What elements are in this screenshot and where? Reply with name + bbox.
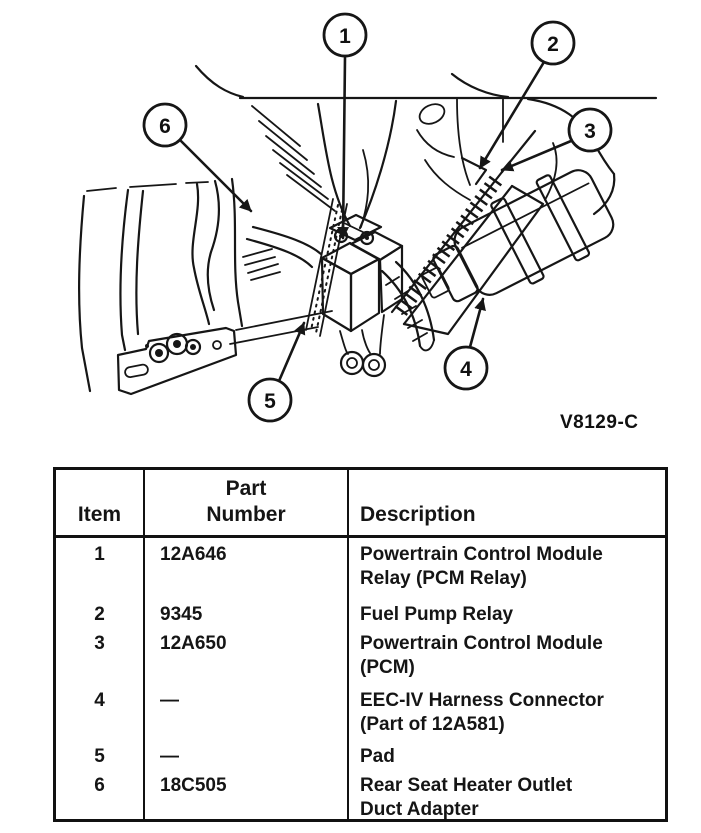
cell-part-number: — bbox=[143, 684, 347, 740]
table-row bbox=[56, 627, 665, 684]
callout-4-label: 4 bbox=[460, 358, 472, 381]
table-row bbox=[56, 598, 665, 627]
vehicle-line-art bbox=[196, 66, 656, 344]
callout-1 bbox=[324, 14, 366, 238]
cell-description: Powertrain Control Module (PCM) bbox=[347, 627, 665, 684]
cell-part-number: — bbox=[143, 740, 347, 769]
table-row bbox=[56, 740, 665, 769]
callout-5 bbox=[249, 323, 304, 421]
cell-item: 3 bbox=[94, 633, 105, 654]
callout-6-label: 6 bbox=[159, 115, 171, 138]
table-row bbox=[56, 684, 665, 740]
cell-description: Fuel Pump Relay bbox=[347, 598, 665, 627]
cell-part-number: 12A650 bbox=[143, 627, 347, 684]
header-part-number: Part Number bbox=[143, 470, 347, 535]
callout-5-label: 5 bbox=[264, 390, 276, 413]
cell-item: 1 bbox=[94, 544, 105, 565]
cell-item: 6 bbox=[94, 775, 105, 796]
parts-table-header bbox=[56, 470, 665, 538]
powertrain-control-module bbox=[392, 131, 556, 334]
cell-description: EEC-IV Harness Connector (Part of 12A581) bbox=[347, 684, 665, 740]
table-row bbox=[56, 769, 665, 822]
parts-table bbox=[53, 467, 668, 822]
callout-4 bbox=[445, 299, 487, 389]
callout-2-label: 2 bbox=[547, 33, 559, 56]
heater-duct-panel bbox=[79, 179, 242, 394]
cell-part-number: 18C505 bbox=[143, 769, 347, 822]
callout-1-label: 1 bbox=[339, 25, 351, 48]
cell-description: Pad bbox=[347, 740, 665, 769]
header-description: Description bbox=[347, 470, 665, 535]
cell-part-number: 9345 bbox=[143, 598, 347, 627]
pcm-and-fuel-pump-relays bbox=[322, 215, 434, 376]
header-item: Item bbox=[77, 503, 122, 526]
figure-reference-code: V8129-C bbox=[560, 412, 639, 433]
cell-part-number: 12A646 bbox=[143, 538, 347, 598]
cell-item: 2 bbox=[94, 604, 105, 625]
cell-item: 4 bbox=[94, 690, 105, 711]
cell-item: 5 bbox=[94, 746, 105, 767]
table-row bbox=[56, 538, 665, 598]
cell-description: Powertrain Control Module Relay (PCM Relay) bbox=[347, 538, 665, 598]
cell-description: Rear Seat Heater Outlet Duct Adapter bbox=[347, 769, 665, 822]
callout-3-label: 3 bbox=[584, 120, 596, 143]
